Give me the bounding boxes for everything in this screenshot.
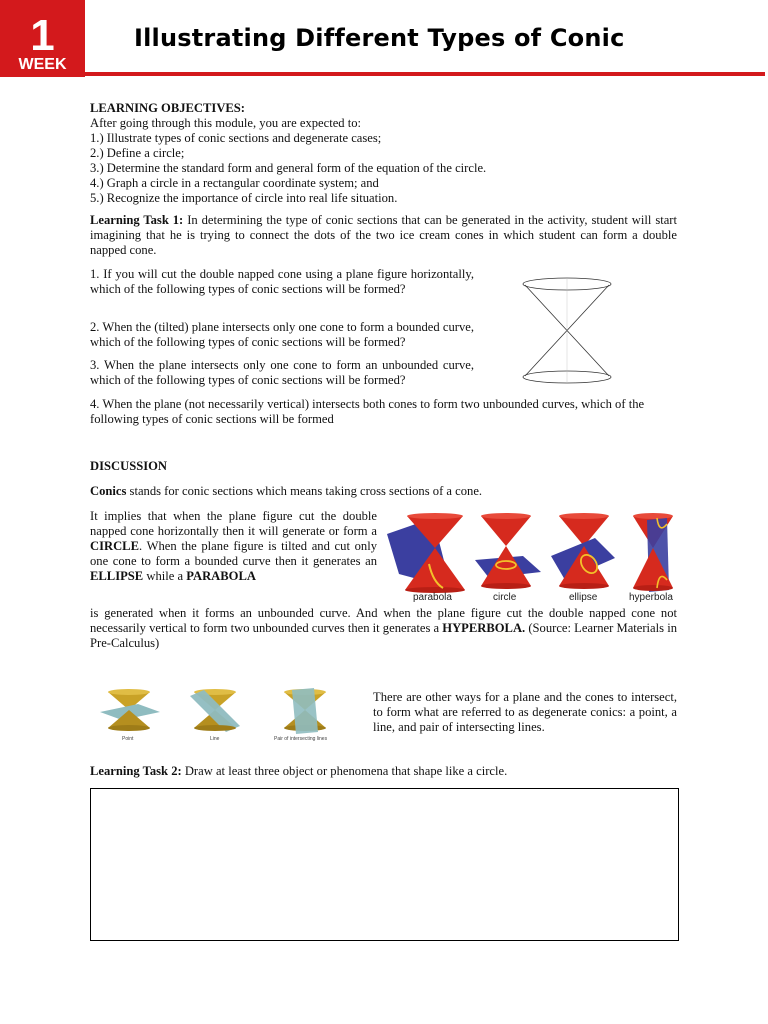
intersecting-lines-degenerate	[284, 688, 326, 734]
degenerate-conics-figure	[98, 686, 356, 742]
point-degenerate	[100, 689, 160, 731]
task1-question-4: 4. When the plane (not necessarily vertical) intersects both cones to form two unbounded curves, which of the following types of conic sections will be formed	[90, 397, 645, 426]
ellipse-cone	[551, 513, 615, 589]
objective-item: 4.) Graph a circle in a rectangular coordinate system; and	[90, 176, 379, 190]
hyperbola-cone	[633, 513, 673, 592]
conics-definition: Conics stands for conic sections which means taking cross sections of a cone.	[90, 484, 483, 498]
title-divider	[85, 72, 765, 76]
double-napped-cone-figure	[520, 276, 615, 388]
task2-instruction	[90, 764, 690, 779]
caption-line: Line	[210, 736, 220, 742]
caption-circle: circle	[493, 592, 517, 602]
week-badge	[0, 0, 85, 77]
degenerate-conics-text: There are other ways for a plane and the cones to intersect, to form what are referred to as degenerate conics: a point, a line, and pair of intersecting lines.	[373, 690, 677, 734]
task1-question-2: 2. When the (tilted) plane intersects only one cone to form a bounded curve, which of the following types of conic sections will be formed?	[90, 320, 474, 349]
task1-text: In determining the type of conic sections that can be generated in the activity, student will start imagining that he is trying to connect the dots of the two ice cream cones in which student can form a double napped cone.	[90, 213, 677, 257]
objective-item: 1.) Illustrate types of conic sections and degenerate cases;	[90, 131, 382, 145]
task1-intro	[90, 213, 677, 258]
caption-point: Point	[122, 736, 134, 742]
task2-text: Draw at least three object or phenomena that shape like a circle.	[181, 764, 508, 778]
discussion-paragraph: It implies that when the plane figure cut the double napped cone horizontally then it will generate or form a CIRCLE. When the plane figure is tilted and cut only one cone to form a bounded curve then it generates an ELLIPSE while a PARABOLA	[90, 509, 377, 583]
line-degenerate	[190, 689, 240, 732]
objective-item: 2.) Define a circle;	[90, 146, 185, 160]
task2-label: Learning Task 2:	[90, 764, 182, 778]
objectives-heading: LEARNING OBJECTIVES:	[90, 101, 246, 115]
parabola-cone	[387, 513, 465, 593]
learning-objectives	[90, 101, 690, 206]
caption-intersecting-lines: Pair of intersecting lines	[274, 736, 328, 742]
caption-hyperbola: hyperbola	[629, 592, 673, 602]
discussion-heading: DISCUSSION	[90, 459, 167, 473]
conics-word: Conics	[90, 484, 127, 498]
objective-item: 3.) Determine the standard form and general form of the equation of the circle.	[90, 161, 487, 175]
caption-ellipse: ellipse	[569, 592, 598, 602]
week-number: 1	[30, 11, 55, 60]
objectives-intro: After going through this module, you are expected to:	[90, 116, 362, 130]
task1-question-1: 1. If you will cut the double napped cone using a plane figure horizontally, which of the following types of conic sections will be formed?	[90, 267, 474, 296]
caption-parabola: parabola	[413, 592, 452, 602]
objective-item: 5.) Recognize the importance of circle into real life situation.	[90, 191, 398, 205]
drawing-answer-box[interactable]	[90, 788, 679, 941]
discussion-paragraph-2: is generated when it forms an unbounded curve. And when the plane figure cut the double napped cone not necessarily vertical to form two unbounded curves then it generates a HYPERBOLA. (Source: Learner Materials in Pre-Calculus)	[90, 606, 678, 650]
week-label: WEEK	[18, 56, 67, 73]
task1-label: Learning Task 1:	[90, 213, 184, 227]
circle-cone	[475, 513, 541, 589]
task1-question-3: 3. When the plane intersects only one cone to form an unbounded curve, which of the following types of conic sections will be formed?	[90, 358, 474, 387]
page-title: Illustrating Different Types of Conic	[134, 24, 625, 52]
conic-sections-figure	[385, 512, 685, 602]
